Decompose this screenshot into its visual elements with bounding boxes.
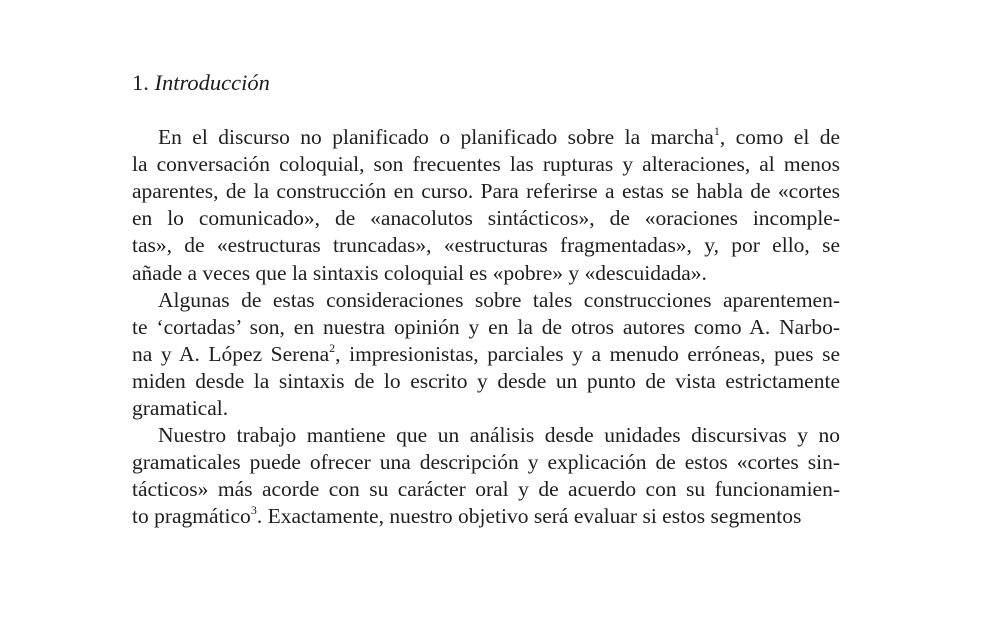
text-line [132, 260, 840, 287]
section-heading [132, 68, 270, 98]
text-segment: . Exactamente, nuestro objetivo será evaluar si estos segmentos [256, 504, 802, 529]
text-segment: , impresionistas, parciales y a menudo erróneas, pues se [335, 341, 840, 366]
text-line [132, 422, 840, 449]
text-line [132, 232, 840, 259]
text-line [132, 503, 840, 530]
text-segment: la conversación coloquial, son frecuentes las rupturas y alteraciones, al menos [132, 152, 840, 177]
text-segment: gramaticales puede ofrecer una descripción y explicación de estos «cortes sin- [132, 450, 840, 475]
text-line [132, 449, 840, 476]
text-line [132, 476, 840, 503]
text-segment: te ‘cortadas’ son, en nuestra opinión y en la de otros autores como A. Narbo- [132, 314, 840, 339]
text-segment: En el discurso no planificado o planificado sobre la marcha [158, 125, 714, 149]
text-segment: gramatical. [132, 396, 229, 420]
text-line [132, 124, 840, 151]
section-number: 1. [132, 70, 149, 95]
text-segment: na y A. López Serena [132, 341, 330, 366]
text-line [132, 287, 840, 314]
footnote-marker: 2 [329, 340, 336, 355]
text-segment: aparentes, de la construcción en curso. Para referirse a estas se habla de «cortes [132, 179, 840, 204]
text-line [132, 205, 840, 232]
text-segment: Algunas de estas consideraciones sobre tales construcciones aparentemen- [158, 287, 840, 312]
text-segment: añade a veces que la sintaxis coloquial es «pobre» y «descuidada». [132, 260, 707, 285]
text-segment: tas», de «estructuras truncadas», «estructuras fragmentadas», y, por ello, se [132, 233, 840, 258]
text-segment: Nuestro trabajo mantiene que un análisis desde unidades discursivas y no [158, 423, 840, 448]
footnote-marker: 3 [250, 503, 257, 518]
section-title: Introducción [154, 70, 270, 95]
text-line [132, 368, 840, 395]
text-segment: to pragmático [132, 504, 251, 529]
text-line [132, 341, 840, 368]
text-segment: , como el de [719, 125, 841, 149]
text-segment: en lo comunicado», de «anacolutos sintácticos», de «oraciones incomple- [132, 206, 840, 231]
text-line [132, 178, 840, 205]
text-segment: miden desde la sintaxis de lo escrito y desde un punto de vista estrictamente [132, 368, 840, 393]
text-segment: tácticos» más acorde con su carácter oral y de acuerdo con su funcionamien- [132, 477, 840, 502]
text-line [132, 314, 840, 341]
text-line [132, 151, 840, 178]
text-line [132, 395, 840, 422]
footnote-marker: 1 [713, 123, 720, 138]
